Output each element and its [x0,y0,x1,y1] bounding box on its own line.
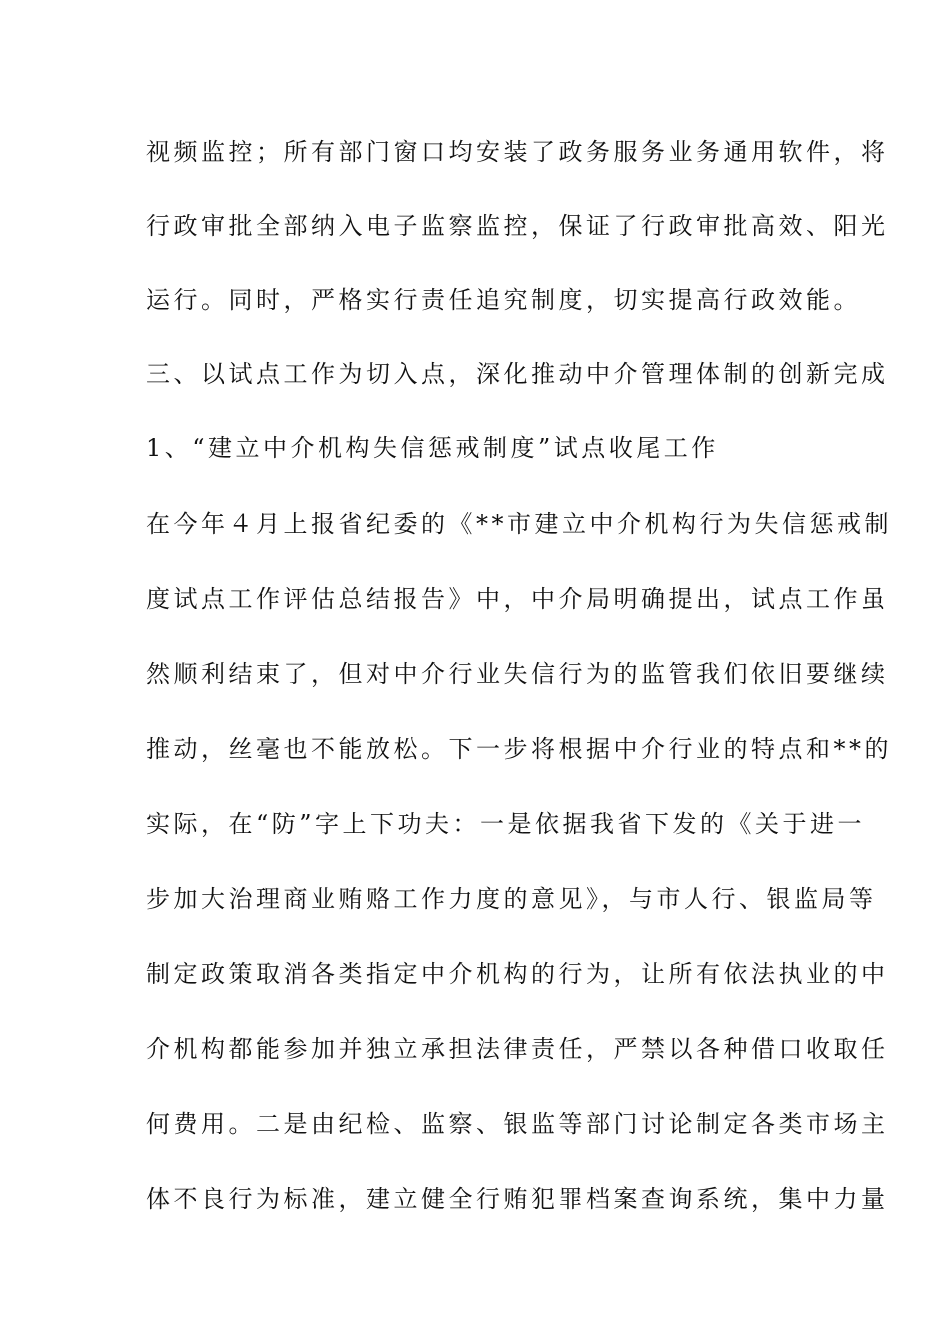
paragraph-line: 在今年４月上报省纪委的《**市建立中介机构行为失信惩戒制 [146,510,892,538]
paragraph-line: 运行。同时，严格实行责任追究制度，切实提高行政效能。 [146,286,861,314]
paragraph-line: 视频监控；所有部门窗口均安装了政务服务业务通用软件，将 [146,138,889,166]
subsection-heading: 1、“建立中介机构失信惩戒制度”试点收尾工作 [146,434,719,462]
paragraph-line: 步加大治理商业贿赂工作力度的意见》，与市人行、银监局等 [146,885,877,913]
paragraph-line: 行政审批全部纳入电子监察监控，保证了行政审批高效、阳光 [146,212,889,240]
paragraph-line: 实际，在“防”字上下功夫：一是依据我省下发的《关于进一 [146,810,866,838]
paragraph-line: 制定政策取消各类指定中介机构的行为，让所有依法执业的中 [146,960,889,988]
paragraph-line: 推动，丝毫也不能放松。下一步将根据中介行业的特点和**的 [146,735,892,763]
section-heading: 三、以试点工作为切入点，深化推动中介管理体制的创新完成 [146,360,889,388]
paragraph-line: 然顺利结束了，但对中介行业失信行为的监管我们依旧要继续 [146,660,889,688]
paragraph-line: 何费用。二是由纪检、监察、银监等部门讨论制定各类市场主 [146,1110,889,1138]
paragraph-line: 体不良行为标准，建立健全行贿犯罪档案查询系统，集中力量 [146,1185,889,1213]
paragraph-line: 度试点工作评估总结报告》中，中介局明确提出，试点工作虽 [146,585,889,613]
paragraph-line: 介机构都能参加并独立承担法律责任，严禁以各种借口收取任 [146,1035,889,1063]
